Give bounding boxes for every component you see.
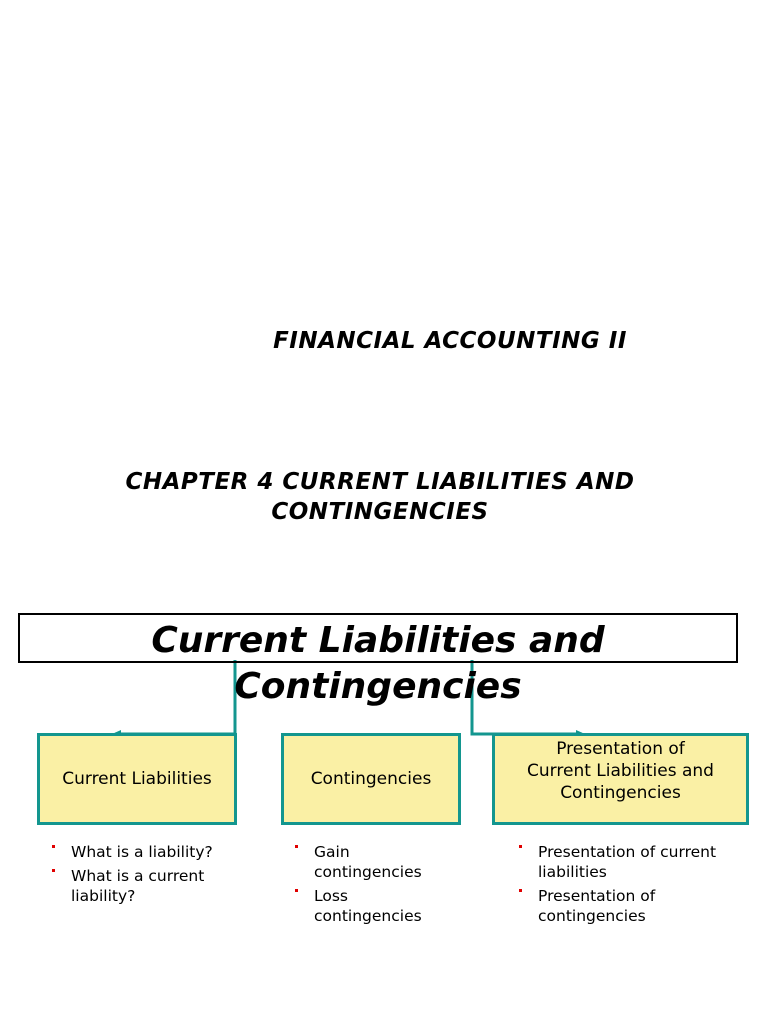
bullet-list-current-liabilities <box>52 842 242 910</box>
root-node-title: Current Liabilities and Contingencies <box>151 620 605 707</box>
list-item-text: Presentation of contingencies <box>538 887 656 925</box>
bullet-icon <box>295 845 298 848</box>
bullet-icon <box>295 889 298 892</box>
node-current-liabilities <box>37 733 237 825</box>
node-presentation <box>492 733 749 825</box>
node-label: Presentation of Current Liabilities and Contingencies <box>527 739 714 803</box>
bullet-icon <box>519 845 522 848</box>
bullet-list-contingencies <box>295 842 455 930</box>
list-item <box>52 842 242 862</box>
list-item <box>52 866 242 906</box>
bullet-icon <box>52 845 55 848</box>
bullet-list-presentation <box>519 842 719 930</box>
node-label: Contingencies <box>310 769 432 789</box>
node-label: Current Liabilities <box>62 769 212 789</box>
list-item <box>519 842 719 882</box>
list-item-text: What is a current liability? <box>71 867 205 905</box>
list-item <box>295 842 455 882</box>
course-title: FINANCIAL ACCOUNTING II <box>273 328 627 354</box>
list-item <box>519 886 719 926</box>
list-item-text: Presentation of current liabilities <box>538 843 717 881</box>
list-item-text: Gain contingencies <box>314 843 422 881</box>
bullet-icon <box>519 889 522 892</box>
node-contingencies <box>281 733 461 825</box>
chapter-title: CHAPTER 4 CURRENT LIABILITIES AND CONTINGENCIES <box>125 469 635 525</box>
list-item <box>295 886 455 926</box>
list-item-text: Loss contingencies <box>314 887 422 925</box>
bullet-icon <box>52 869 55 872</box>
list-item-text: What is a liability? <box>71 843 213 861</box>
